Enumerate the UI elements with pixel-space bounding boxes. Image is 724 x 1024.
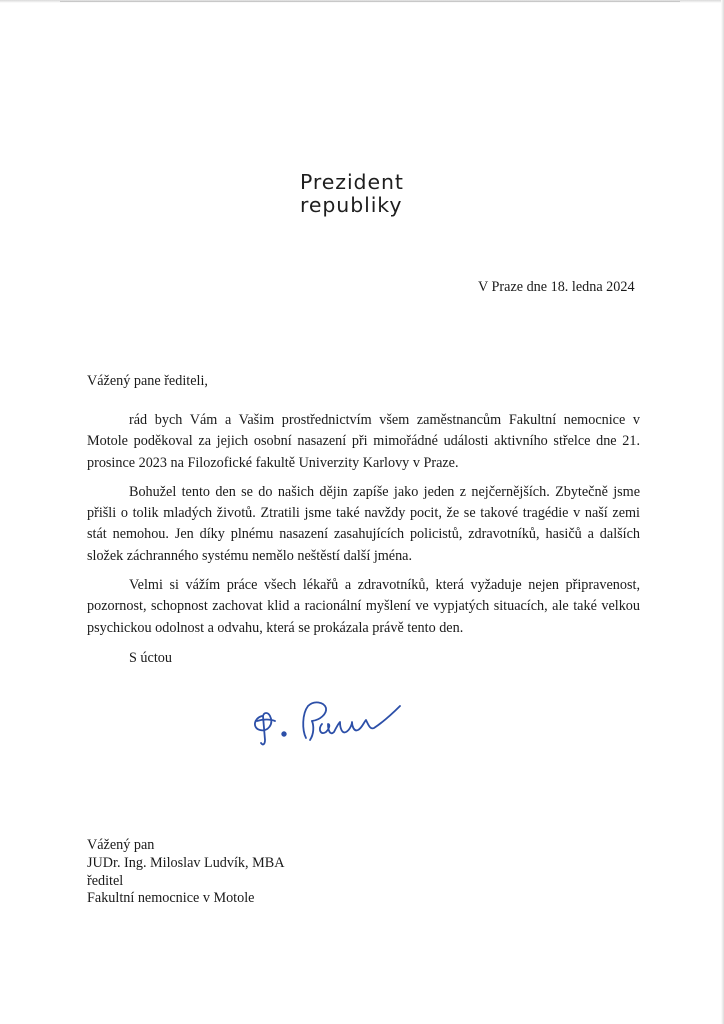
signature-dot [282, 732, 285, 735]
letterhead-line-2: republiky [300, 193, 403, 217]
scan-line-top [60, 1, 680, 2]
handwritten-signature [248, 694, 404, 748]
letter-closing: S úctou [129, 650, 172, 666]
signature-stroke-crossbar [257, 720, 275, 722]
letterhead-line-1: Prezident [300, 170, 404, 194]
addressee-salutation: Vážený pan [87, 837, 155, 853]
body-paragraph-3: Velmi si vážím práce všech lékařů a zdravotníků, která vyžaduje nejen připravenost, pozornost, schopnost zachovat klid a racionální myšlení ve vypjatých situacích, ale také velkou psychickou odolnost a odvahu, která se prokázala právě tento den. [87, 577, 640, 636]
body-paragraph-1: rád bych Vám a Vašim prostřednictvím všem zaměstnancům Fakultní nemocnice v Motole poděkoval za jejich osobní nasazení při mimořádné události aktivního střelce dne 21. prosince 2023 na Filozofické fakultě Univerzity Karlovy v Praze. [87, 412, 640, 471]
letter-greeting: Vážený pane řediteli, [87, 373, 208, 389]
signature-stroke-surname [320, 706, 400, 733]
letter-date: V Praze dne 18. ledna 2024 [478, 279, 635, 295]
signature-stroke-initial [255, 713, 271, 744]
signature-stroke-surname-stem [310, 721, 313, 740]
letterhead [300, 171, 404, 217]
letter-body [87, 410, 640, 647]
body-paragraph-2: Bohužel tento den se do našich dějin zapíše jako jeden z nejčernějších. Zbytečně jsme přišli o tolik mladých životů. Ztratili jsme také navždy pocit, že se takové tragédie v naší zemi stát nemohou. Jen díky plnému nasazení zasahujících policistů, zdravotníků, hasičů a dalších složek záchranného systému nemělo neštěstí další jména. [87, 483, 640, 564]
addressee-name: JUDr. Ing. Miloslav Ludvík, MBA [87, 854, 285, 871]
addressee-block [87, 837, 284, 908]
addressee-institution: Fakultní nemocnice v Motole [87, 890, 255, 907]
addressee-title: ředitel [87, 872, 124, 889]
